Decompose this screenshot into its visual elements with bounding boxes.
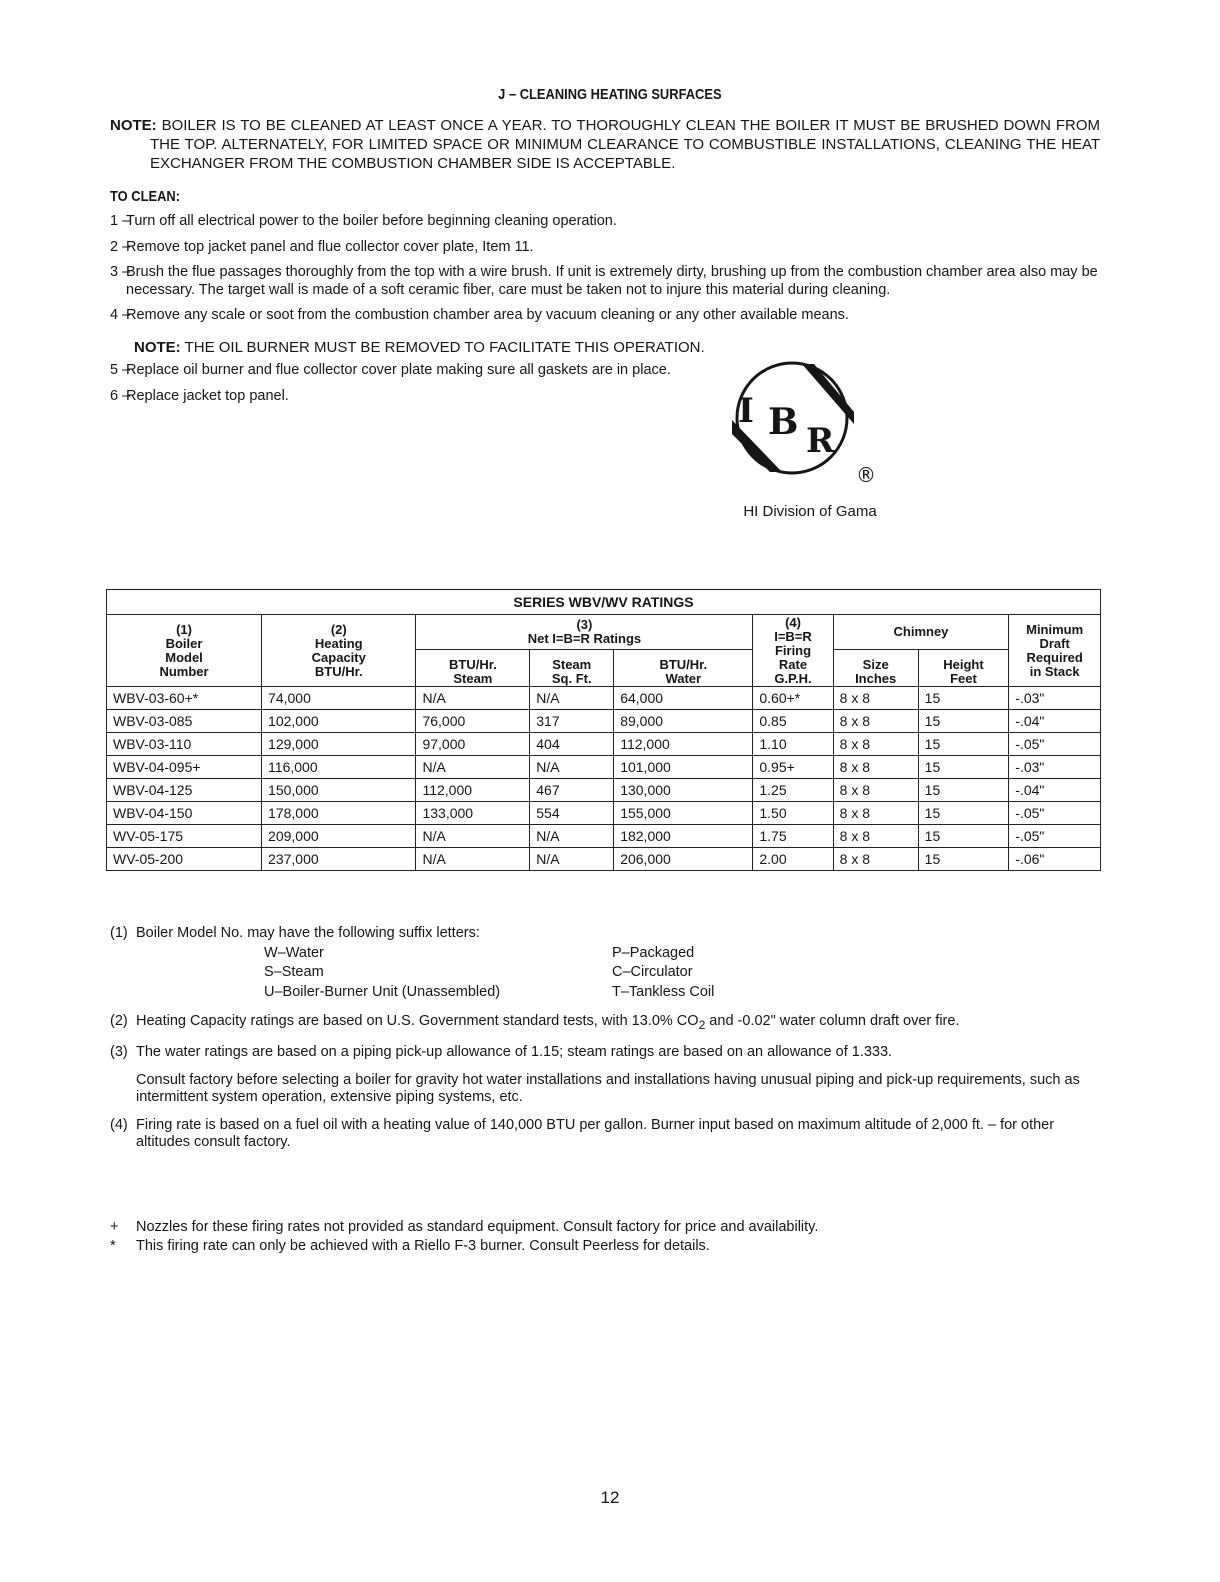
table-row	[107, 802, 1101, 825]
cell-heating-capacity: 116,000	[262, 756, 416, 779]
col-heating-capacity: (2) Heating Capacity BTU/Hr.	[262, 615, 416, 687]
cell-model-number: WV-05-175	[107, 825, 262, 848]
col-btu-water: BTU/Hr. Water	[614, 650, 753, 687]
cell-steam-sqft: N/A	[530, 848, 614, 871]
cell-chimney-size: 8 x 8	[833, 848, 918, 871]
cell-chimney-size: 8 x 8	[833, 756, 918, 779]
col-min-draft: Minimum Draft Required in Stack	[1009, 615, 1101, 687]
cell-btu-steam: 76,000	[416, 710, 530, 733]
cell-steam-sqft: 404	[530, 733, 614, 756]
table-row	[107, 710, 1101, 733]
cell-chimney-size: 8 x 8	[833, 687, 918, 710]
cell-btu-steam: N/A	[416, 687, 530, 710]
cell-model-number: WV-05-200	[107, 848, 262, 871]
cell-firing-rate: 1.75	[753, 825, 833, 848]
cell-btu-water: 182,000	[614, 825, 753, 848]
footnote-3: (3) The water ratings are based on a piping pick-up allowance of 1.15; steam ratings are based on an allowance of 1.333.	[110, 1044, 893, 1061]
footnote-2: (2) Heating Capacity ratings are based on U.S. Government standard tests, with 13.0% $CO_2$ and -0.02" water column draft over fire.	[110, 1013, 960, 1032]
cell-min-draft: -.05"	[1009, 802, 1101, 825]
cell-chimney-height: 15	[918, 710, 1009, 733]
cleaning-steps	[110, 213, 1110, 413]
col-btu-steam: BTU/Hr. Steam	[416, 650, 530, 687]
cell-firing-rate: 1.50	[753, 802, 833, 825]
footnote-1: (1) Boiler Model No. may have the following suffix letters:	[110, 925, 480, 941]
cell-heating-capacity: 178,000	[262, 802, 416, 825]
suffix-steam: S–Steam	[264, 964, 324, 980]
table-row	[107, 733, 1101, 756]
suffix-tankless: T–Tankless Coil	[612, 983, 715, 1000]
table-row	[107, 687, 1101, 710]
cell-heating-capacity: 102,000	[262, 710, 416, 733]
cell-min-draft: -.04"	[1009, 710, 1101, 733]
footnote-4: (4) Firing rate is based on a fuel oil with a heating value of 140,000 BTU per gallon. Burner input based on maximum altitude of 2,000 ft. – for other altitudes consult factory.	[110, 1116, 1055, 1151]
cell-model-number: WBV-03-085	[107, 710, 262, 733]
step-1: 1 – Turn off all electrical power to the boiler before beginning cleaning operation.	[110, 213, 617, 229]
table-row	[107, 756, 1101, 779]
cell-min-draft: -.03"	[1009, 756, 1101, 779]
cell-chimney-height: 15	[918, 802, 1009, 825]
cell-steam-sqft: N/A	[530, 687, 614, 710]
cell-btu-water: 206,000	[614, 848, 753, 871]
cell-min-draft: -.04"	[1009, 779, 1101, 802]
cell-btu-water: 64,000	[614, 687, 753, 710]
step-2: 2 – Remove top jacket panel and flue collector cover plate, Item 11.	[110, 238, 534, 255]
cell-chimney-size: 8 x 8	[833, 825, 918, 848]
cell-heating-capacity: 74,000	[262, 687, 416, 710]
cell-chimney-height: 15	[918, 825, 1009, 848]
cell-chimney-height: 15	[918, 756, 1009, 779]
cell-btu-steam: N/A	[416, 825, 530, 848]
col-chimney-height: Height Feet	[918, 650, 1009, 687]
cell-btu-steam: 133,000	[416, 802, 530, 825]
cell-min-draft: -.03"	[1009, 687, 1101, 710]
cell-firing-rate: 0.95+	[753, 756, 833, 779]
cell-btu-water: 155,000	[614, 802, 753, 825]
cell-min-draft: -.06"	[1009, 848, 1101, 871]
cell-firing-rate: 0.60+*	[753, 687, 833, 710]
note-text: BOILER IS TO BE CLEANED AT LEAST ONCE A YEAR. TO THOROUGHLY CLEAN THE BOILER IT MUST BE BRUSHED DOWN FROM THE TOP. ALTERNATELY, FOR LIMITED SPACE OR MINIMUM CLEARANCE TO COMBUSTIBLE INSTALLATIONS, CLEANING THE HEAT EXCHANGER FROM THE COMBUSTION CHAMBER SIDE IS ACCEPTABLE.	[150, 117, 1101, 172]
col-chimney: Chimney	[833, 615, 1009, 650]
footnotes	[110, 925, 1100, 1162]
cell-min-draft: -.05"	[1009, 733, 1101, 756]
cell-steam-sqft: 554	[530, 802, 614, 825]
step-3: 3 – Brush the flue passages thoroughly from the top with a wire brush. If unit is extremely dirty, brushing up from the combustion chamber area also may be necessary. The target wall is made of a soft ceramic fiber, care must be taken not to injure this material during cleaning.	[110, 264, 1098, 298]
cell-steam-sqft: N/A	[530, 756, 614, 779]
note-label: NOTE:	[110, 117, 157, 134]
suffix-water: W–Water	[264, 944, 324, 961]
cell-btu-steam: 112,000	[416, 779, 530, 802]
step-4: 4 – Remove any scale or soot from the combustion chamber area by vacuum cleaning or any other available means.	[110, 307, 849, 323]
suffix-letters	[264, 945, 1100, 1002]
asterisk-note: * This firing rate can only be achieved with a Riello F-3 burner. Consult Peerless for details.	[110, 1238, 710, 1254]
cell-btu-steam: 97,000	[416, 733, 530, 756]
cell-steam-sqft: 467	[530, 779, 614, 802]
cell-steam-sqft: N/A	[530, 825, 614, 848]
col-boiler-model: (1) Boiler Model Number	[107, 615, 262, 687]
logo-caption: HI Division of Gama	[743, 503, 877, 520]
cell-model-number: WBV-04-095+	[107, 756, 262, 779]
cell-btu-water: 101,000	[614, 756, 753, 779]
plus-note: + Nozzles for these firing rates not provided as standard equipment. Consult factory for price and availability.	[110, 1219, 819, 1235]
col-chimney-size: Size Inches	[833, 650, 918, 687]
col-firing-rate: (4) I=B=R Firing Rate G.P.H.	[753, 615, 833, 687]
table-row	[107, 848, 1101, 871]
cell-btu-water: 130,000	[614, 779, 753, 802]
table-row	[107, 779, 1101, 802]
suffix-packaged: P–Packaged	[612, 944, 695, 961]
cell-firing-rate: 1.25	[753, 779, 833, 802]
to-clean-heading: TO CLEAN:	[110, 188, 180, 205]
suffix-unassembled: U–Boiler-Burner Unit (Unassembled)	[264, 983, 501, 1000]
logo-letter-b: B	[768, 401, 799, 443]
table-title: SERIES WBV/WV RATINGS	[107, 590, 1101, 615]
ratings-table	[106, 589, 1101, 871]
cell-heating-capacity: 129,000	[262, 733, 416, 756]
cell-btu-water: 112,000	[614, 733, 753, 756]
symbol-notes	[110, 1218, 1100, 1256]
col-steam-sqft: Steam Sq. Ft.	[530, 650, 614, 687]
cell-model-number: WBV-04-150	[107, 802, 262, 825]
registered-mark: ®	[856, 463, 876, 487]
cell-firing-rate: 2.00	[753, 848, 833, 871]
cell-chimney-size: 8 x 8	[833, 710, 918, 733]
cell-chimney-height: 15	[918, 779, 1009, 802]
consult-factory-note: Consult factory before selecting a boiler for gravity hot water installations and installations having unusual piping and pick-up requirements, such as intermittent system operation, extensive piping systems, etc.	[136, 1071, 1080, 1106]
suffix-circulator: C–Circulator	[612, 964, 693, 980]
cell-min-draft: -.05"	[1009, 825, 1101, 848]
cell-heating-capacity: 209,000	[262, 825, 416, 848]
step-6: 6 – Replace jacket top panel.	[110, 387, 289, 404]
logo-letter-r: R	[806, 421, 835, 461]
cell-model-number: WBV-03-110	[107, 733, 262, 756]
burner-note: NOTE: THE OIL BURNER MUST BE REMOVED TO FACILITATE THIS OPERATION.	[134, 338, 705, 356]
cell-chimney-height: 15	[918, 687, 1009, 710]
cell-chimney-size: 8 x 8	[833, 779, 918, 802]
cell-btu-steam: N/A	[416, 756, 530, 779]
cell-heating-capacity: 150,000	[262, 779, 416, 802]
cell-firing-rate: 1.10	[753, 733, 833, 756]
logo-letter-i: I	[738, 391, 754, 431]
section-title: J – CLEANING HEATING SURFACES	[498, 86, 722, 103]
cell-chimney-size: 8 x 8	[833, 733, 918, 756]
cell-firing-rate: 0.85	[753, 710, 833, 733]
cell-btu-water: 89,000	[614, 710, 753, 733]
ibr-logo-icon	[730, 360, 880, 490]
step-5: 5 – Replace oil burner and flue collector cover plate making sure all gaskets are in place.	[110, 362, 671, 378]
page-number: 12	[600, 1488, 620, 1507]
cell-chimney-size: 8 x 8	[833, 802, 918, 825]
cell-steam-sqft: 317	[530, 710, 614, 733]
cell-chimney-height: 15	[918, 848, 1009, 871]
col-net-ratings: (3) Net I=B=R Ratings	[416, 615, 753, 650]
cell-model-number: WBV-04-125	[107, 779, 262, 802]
table-row	[107, 825, 1101, 848]
cell-heating-capacity: 237,000	[262, 848, 416, 871]
cell-chimney-height: 15	[918, 733, 1009, 756]
cell-btu-steam: N/A	[416, 848, 530, 871]
cleaning-note	[110, 116, 1100, 173]
cell-model-number: WBV-03-60+*	[107, 687, 262, 710]
